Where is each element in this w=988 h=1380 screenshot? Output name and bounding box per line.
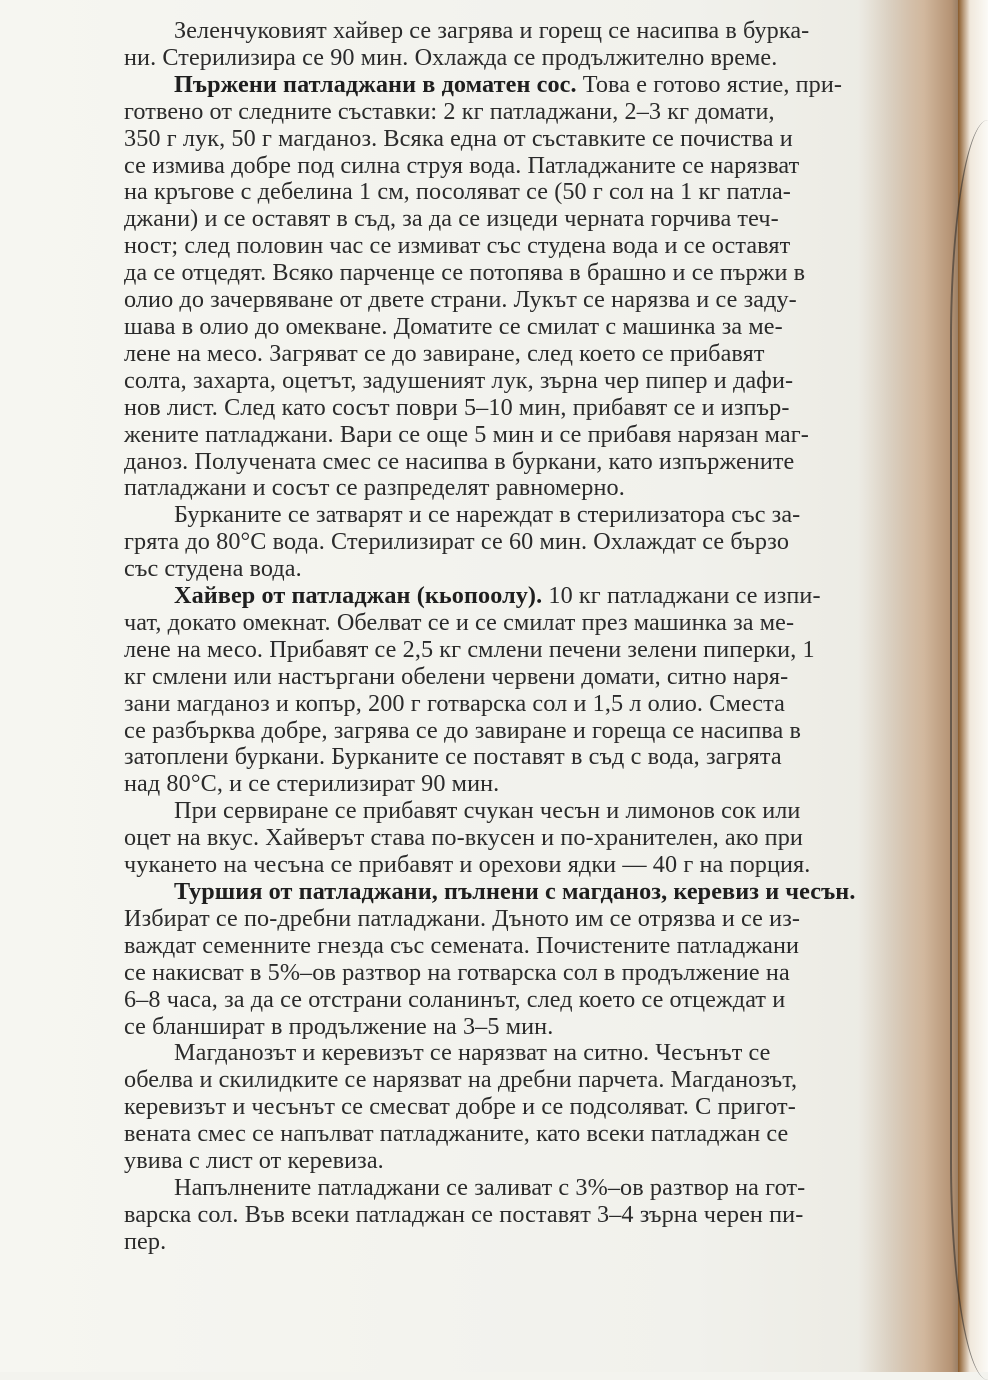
- text-line: [74, 260, 934, 287]
- line-text: Бурканите се затварят и се нареждат в стерилизатора със за-: [174, 501, 801, 529]
- line-text: се накисват в 5%–ов разтвор на готварска сол в продължение на: [124, 958, 790, 986]
- text-line: [74, 933, 934, 960]
- text-line: [74, 1229, 934, 1256]
- text-line: [74, 1067, 934, 1094]
- line-text: увива с лист от керевиза.: [124, 1147, 384, 1175]
- page-curl-edge: [950, 120, 988, 1380]
- line-text: 350 г лук, 50 г магданоз. Всяка една от съставките се почиства и: [124, 124, 793, 152]
- line-text: зани магданоз и копър, 200 г готварска сол и 1,5 л олио. Сместа: [124, 689, 785, 717]
- text-line: [74, 314, 934, 341]
- line-text: солта, захарта, оцетът, задушеният лук, зърна чер пипер и дафи-: [124, 366, 794, 394]
- paragraph-p6: [74, 879, 934, 1040]
- line-text: ност; след половин час се измиват със студена вода и се оставят: [124, 232, 791, 260]
- text-line: [74, 852, 934, 879]
- text-line: [74, 798, 934, 825]
- text-line: [74, 744, 934, 771]
- text-line: [74, 72, 934, 99]
- text-line: [74, 529, 934, 556]
- text-line: [74, 556, 934, 583]
- line-text: на кръгове с дебелина 1 см, посоляват се (50 г сол на 1 кг патла-: [124, 178, 791, 206]
- line-text: Избират се по-дребни патладжани. Дъното им се отрязва и се из-: [124, 904, 801, 932]
- line-text: варска сол. Във всеки патладжан се поставят 3–4 зърна черен пи-: [124, 1200, 804, 1228]
- text-line: [74, 395, 934, 422]
- line-text: патладжани и сосът се разпределят равномерно.: [124, 474, 625, 502]
- line-text: обелва и скилидките се нарязват на дребни парчета. Магданозът,: [124, 1066, 798, 1094]
- line-text: джани) и се оставят в съд, за да се изцеди черната горчива теч-: [124, 205, 779, 233]
- line-text: Магданозът и керевизът се нарязват на ситно. Чесънът се: [174, 1039, 771, 1067]
- line-text: чат, докато омекнат. Обелват се и се смилат през машинка за ме-: [124, 608, 795, 636]
- recipe-heading: Туршия от патладжани, пълнени с магданоз, керевиз и чесън.: [174, 878, 856, 905]
- text-line: [74, 1121, 934, 1148]
- page-text: [74, 18, 934, 1256]
- paragraph-p7: [74, 1040, 934, 1175]
- text-line: [74, 1202, 934, 1229]
- text-line: [74, 771, 934, 798]
- line-text: се измива добре под силна струя вода. Патладжаните се нарязват: [124, 151, 800, 179]
- text-line: [74, 287, 934, 314]
- text-line: [74, 45, 934, 72]
- text-line: [74, 610, 934, 637]
- text-line: [74, 583, 934, 610]
- text-line: [74, 18, 934, 45]
- line-text: се разбърква добре, загрява се до завиране и гореща се насипва в: [124, 716, 802, 744]
- line-text: важдат семенните гнезда със семената. Почистените патладжани: [124, 931, 800, 959]
- line-text: керевизът и чесънът се смесват добре и се подсоляват. С пригот-: [124, 1093, 796, 1121]
- line-text: даноз. Получената смес се насипва в буркани, като изпържените: [124, 447, 795, 475]
- line-text: лене на месо. Загряват се до завиране, след което се прибавят: [124, 339, 765, 367]
- paragraph-p5: [74, 798, 934, 879]
- recipe-heading: Хайвер от патладжан (кьопоолу).: [174, 582, 543, 610]
- recipe-heading: Пържени патладжани в доматен сос.: [174, 70, 577, 98]
- line-text: ни. Стерилизира се 90 мин. Охлажда се продължително време.: [124, 43, 778, 71]
- text-line: [74, 449, 934, 476]
- line-text: със студена вода.: [124, 555, 302, 583]
- text-line: [74, 1094, 934, 1121]
- text-line: [74, 475, 934, 502]
- text-line: [74, 233, 934, 260]
- text-line: [74, 1148, 934, 1175]
- line-text: 6–8 часа, за да се отстрани соланинът, след което се отцеждат и: [124, 985, 786, 1013]
- paragraph-p3: [74, 502, 934, 583]
- text-line: [74, 718, 934, 745]
- line-text: чукането на чесъна се прибавят и орехови ядки — 40 г на порция.: [124, 851, 811, 879]
- line-text: пер.: [124, 1227, 167, 1255]
- text-line: [74, 153, 934, 180]
- text-line: [74, 502, 934, 529]
- line-text: Това е готово ястие, при-: [576, 70, 843, 98]
- text-line: [74, 341, 934, 368]
- line-text: се бланшират в продължение на 3–5 мин.: [124, 1012, 554, 1040]
- line-text: грята до 80°С вода. Стерилизират се 60 мин. Охлаждат се бързо: [124, 528, 790, 556]
- text-line: [74, 691, 934, 718]
- paragraph-p8: [74, 1175, 934, 1256]
- line-text: вената смес се напълват патладжаните, като всеки патладжан се: [124, 1120, 789, 1148]
- line-text: Напълнените патладжани се заливат с 3%–ов разтвор на гот-: [174, 1173, 806, 1201]
- line-text: оцет на вкус. Хайверът става по-вкусен и по-хранителен, ако при: [124, 824, 803, 852]
- text-line: [74, 206, 934, 233]
- line-text: олио до зачервяване от двете страни. Лукът се нарязва и се заду-: [124, 286, 797, 314]
- line-text: нов лист. След като сосът поври 5–10 мин, прибавят се и изпър-: [124, 393, 790, 421]
- text-line: [74, 879, 934, 906]
- paragraph-p4: [74, 583, 934, 798]
- text-line: [74, 1014, 934, 1041]
- line-text: кг смлени или настъргани обелени червени домати, ситно наря-: [124, 662, 789, 690]
- paragraph-p1: [74, 18, 934, 72]
- text-line: [74, 99, 934, 126]
- text-line: [74, 422, 934, 449]
- text-line: [74, 825, 934, 852]
- text-line: [74, 126, 934, 153]
- line-text: лене на месо. Прибавят се 2,5 кг смлени печени зелени пиперки, 1: [124, 635, 815, 663]
- text-line: [74, 960, 934, 987]
- text-line: [74, 906, 934, 933]
- paragraph-p2: [74, 72, 934, 503]
- text-line: [74, 1175, 934, 1202]
- line-text: да се отцедят. Всяко парченце се потопява в брашно и се пържи в: [124, 259, 806, 287]
- text-line: [74, 664, 934, 691]
- line-text: шава в олио до омекване. Доматите се смилат с машинка за ме-: [124, 312, 783, 340]
- line-text: над 80°С, и се стерилизират 90 мин.: [124, 770, 500, 798]
- line-text: При сервиране се прибавят счукан чесън и лимонов сок или: [174, 797, 801, 825]
- text-line: [74, 987, 934, 1014]
- text-line: [74, 637, 934, 664]
- line-text: жените патладжани. Вари се още 5 мин и се прибавя нарязан маг-: [124, 420, 809, 448]
- text-line: [74, 368, 934, 395]
- line-text: затоплени буркани. Бурканите се поставят в съд с вода, загрята: [124, 743, 782, 771]
- text-line: [74, 1040, 934, 1067]
- line-text: Зеленчуковият хайвер се загрява и горещ се насипва в бурка-: [174, 17, 810, 44]
- line-text: 10 кг патладжани се изпи-: [542, 582, 821, 610]
- line-text: готвено от следните съставки: 2 кг патладжани, 2–3 кг домати,: [124, 97, 775, 125]
- text-line: [74, 179, 934, 206]
